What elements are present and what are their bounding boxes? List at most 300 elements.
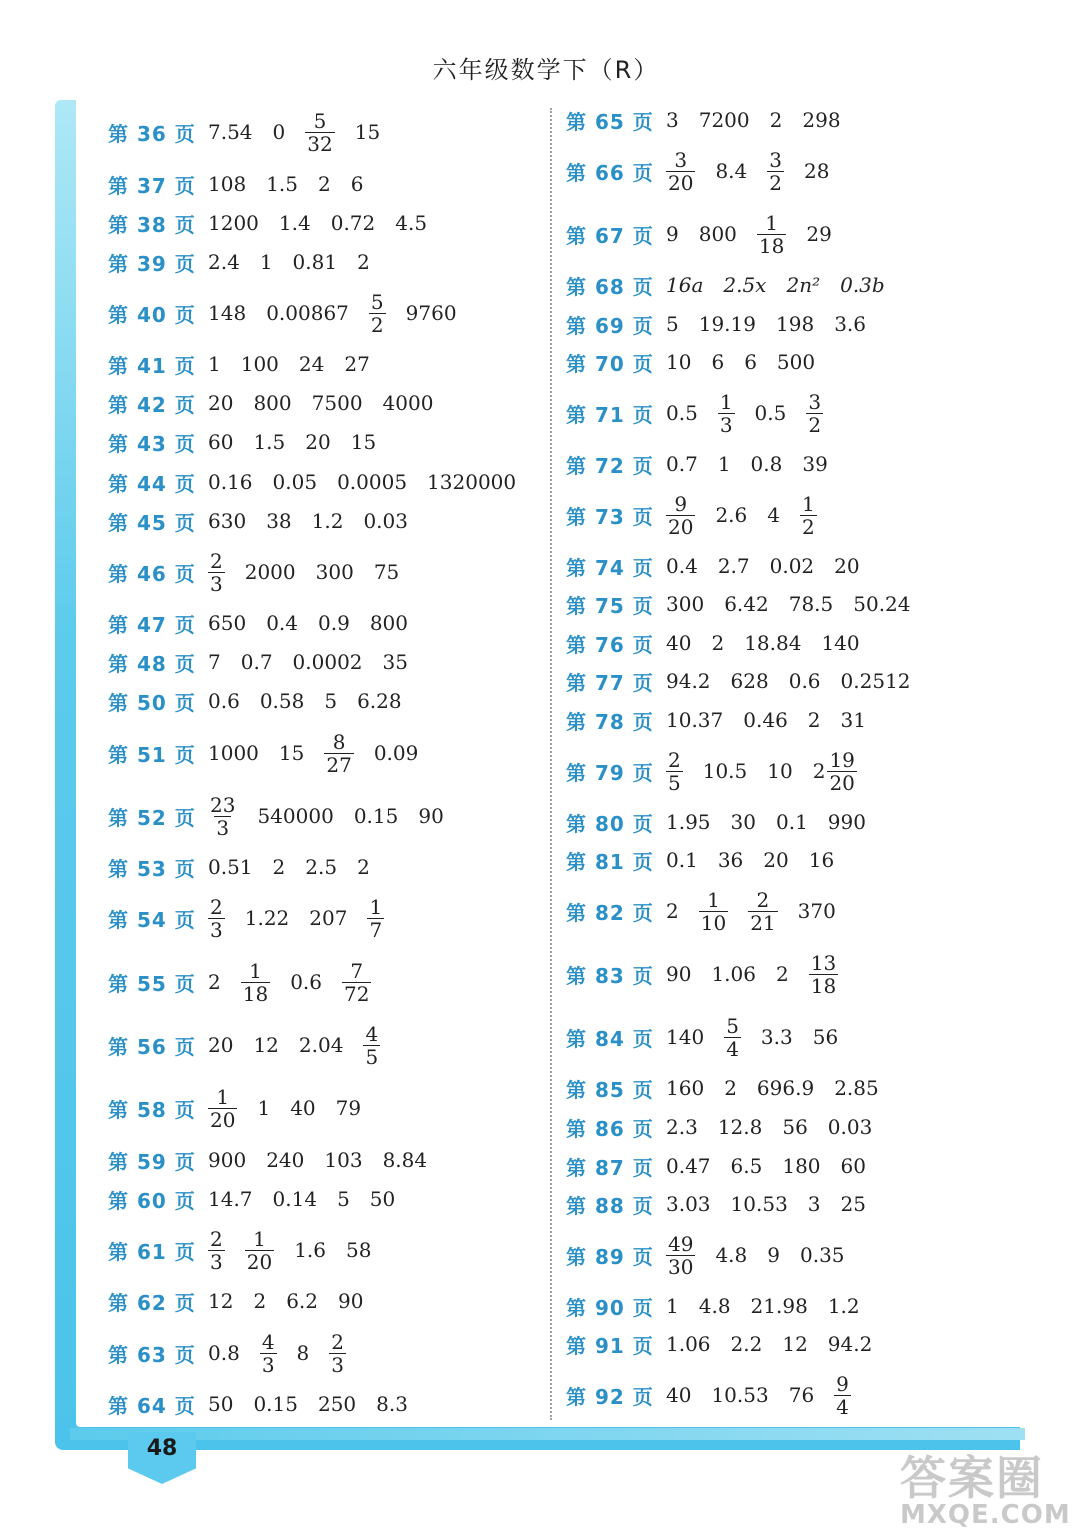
answer-value bbox=[666, 149, 695, 194]
answer-value: 1 bbox=[257, 1096, 271, 1120]
answer-value: 300 bbox=[666, 592, 705, 616]
fraction-numerator: 4 bbox=[365, 1021, 379, 1046]
answer-value: 0.02 bbox=[769, 554, 815, 578]
answer-row bbox=[108, 1021, 400, 1069]
answer-value: 0.58 bbox=[259, 689, 305, 713]
answer-value: 56 bbox=[782, 1115, 808, 1139]
answer-value: 8.4 bbox=[715, 159, 748, 183]
answer-page-label: 第 60 页 bbox=[108, 1188, 196, 1213]
fraction bbox=[208, 550, 225, 595]
answer-values bbox=[208, 110, 400, 155]
answer-value: 2 bbox=[208, 970, 221, 994]
answer-page-label: 第 74 页 bbox=[566, 555, 654, 580]
fraction-denominator: 3 bbox=[216, 815, 230, 840]
fraction-denominator: 18 bbox=[758, 233, 785, 258]
fraction-numerator: 4 bbox=[261, 1329, 275, 1354]
answer-row bbox=[566, 584, 931, 624]
answer-value bbox=[813, 749, 857, 794]
answer-row bbox=[108, 847, 390, 887]
answer-value: 5 bbox=[666, 312, 679, 336]
answer-value: 0.8 bbox=[208, 1341, 240, 1365]
answer-value bbox=[208, 1228, 225, 1273]
answer-values bbox=[208, 470, 536, 494]
answer-page-label: 第 81 页 bbox=[566, 849, 654, 874]
answer-value: 7 bbox=[208, 650, 221, 674]
answer-row bbox=[566, 950, 858, 998]
answer-value: 207 bbox=[309, 906, 348, 930]
answer-row bbox=[108, 383, 453, 423]
answer-value: 75 bbox=[373, 560, 400, 584]
answer-row bbox=[566, 1107, 892, 1147]
answer-value bbox=[809, 952, 838, 997]
answer-page-label: 第 40 页 bbox=[108, 302, 196, 327]
answer-value: 2 bbox=[357, 250, 370, 274]
answer-value: 0.5 bbox=[754, 401, 787, 425]
answer-value: 31 bbox=[840, 708, 866, 732]
fraction-numerator: 3 bbox=[808, 389, 822, 414]
answer-value: 10.37 bbox=[666, 708, 724, 732]
fraction bbox=[718, 391, 735, 436]
answer-value: 198 bbox=[776, 312, 815, 336]
answer-values bbox=[666, 1233, 865, 1278]
answer-values bbox=[666, 1015, 858, 1060]
answer-value: 0.81 bbox=[292, 250, 338, 274]
fraction-numerator: 2 bbox=[331, 1329, 345, 1354]
answer-page-label: 第 47 页 bbox=[108, 612, 196, 637]
answer-row bbox=[108, 1140, 447, 1180]
answer-page-label: 第 83 页 bbox=[566, 963, 654, 988]
fraction-numerator: 3 bbox=[674, 147, 688, 172]
fraction-denominator: 72 bbox=[344, 981, 370, 1006]
fraction bbox=[208, 1086, 237, 1131]
answer-value: 20 bbox=[763, 848, 789, 872]
answer-value: 240 bbox=[266, 1148, 305, 1172]
answer-page-label: 第 71 页 bbox=[566, 402, 654, 427]
watermark-top: 答案圈 bbox=[900, 1451, 1044, 1505]
answer-value: 29 bbox=[806, 222, 832, 246]
answer-page-label: 第 65 页 bbox=[566, 109, 654, 134]
answer-page-label: 第 89 页 bbox=[566, 1244, 654, 1269]
answer-value bbox=[208, 1086, 237, 1131]
mixed-whole-number: 2 bbox=[812, 759, 826, 783]
answer-row bbox=[566, 265, 905, 305]
answer-row bbox=[108, 462, 536, 502]
answer-row bbox=[108, 1084, 381, 1132]
fraction-numerator: 13 bbox=[810, 950, 837, 975]
answer-value: 15 bbox=[278, 741, 305, 765]
answer-values bbox=[666, 708, 886, 732]
fraction-numerator: 3 bbox=[769, 147, 782, 172]
column-divider bbox=[550, 108, 552, 1420]
answer-page-label: 第 76 页 bbox=[566, 632, 654, 657]
fraction-denominator: 2 bbox=[802, 514, 815, 539]
answer-value: 0.09 bbox=[373, 741, 419, 765]
answer-value: 800 bbox=[253, 391, 292, 415]
answer-row bbox=[566, 491, 837, 539]
answer-page-label: 第 62 页 bbox=[108, 1290, 196, 1315]
fraction-denominator: 18 bbox=[242, 981, 269, 1006]
answer-value: 12 bbox=[208, 1289, 234, 1313]
answer-value: 0.7 bbox=[666, 452, 698, 476]
answer-page-label: 第 77 页 bbox=[566, 670, 654, 695]
answer-value: 1320000 bbox=[427, 470, 517, 494]
answer-page-label: 第 44 页 bbox=[108, 471, 196, 496]
answer-values bbox=[208, 391, 453, 415]
answer-values bbox=[666, 1154, 886, 1178]
answer-values bbox=[666, 149, 849, 194]
answer-value: 2000 bbox=[244, 560, 296, 584]
answer-value: 2.2 bbox=[730, 1332, 763, 1356]
answer-value: 16 bbox=[808, 848, 835, 872]
answer-value: 7200 bbox=[698, 108, 750, 132]
answer-page-label: 第 78 页 bbox=[566, 709, 654, 734]
answer-value bbox=[369, 291, 386, 336]
answer-values bbox=[208, 1392, 428, 1416]
answer-value bbox=[748, 889, 777, 934]
answer-value: 4000 bbox=[382, 391, 434, 415]
answer-row bbox=[566, 304, 886, 344]
answer-value: 0.5 bbox=[666, 401, 698, 425]
answer-page-label: 第 79 页 bbox=[566, 760, 654, 785]
answer-value: 90 bbox=[418, 804, 444, 828]
answer-value: 2 bbox=[666, 899, 679, 923]
answer-row bbox=[108, 642, 428, 682]
answer-page-label: 第 63 页 bbox=[108, 1342, 196, 1367]
answer-value: 0 bbox=[272, 120, 286, 144]
fraction bbox=[806, 391, 823, 436]
answer-value bbox=[757, 212, 786, 257]
answer-values bbox=[666, 452, 848, 476]
answer-row bbox=[566, 840, 854, 880]
answer-value: 6 bbox=[350, 172, 364, 196]
answer-value: 40 bbox=[290, 1096, 316, 1120]
answer-values bbox=[666, 889, 856, 934]
answer-row bbox=[566, 700, 886, 740]
fraction-denominator: 3 bbox=[210, 917, 223, 942]
answer-page-label: 第 68 页 bbox=[566, 274, 654, 299]
fraction-numerator: 2 bbox=[756, 887, 770, 912]
fraction-numerator: 1 bbox=[707, 887, 720, 912]
fraction-denominator: 20 bbox=[210, 1107, 236, 1132]
answer-values bbox=[666, 1294, 880, 1318]
answer-value: 10.5 bbox=[702, 759, 748, 783]
fraction bbox=[800, 493, 817, 538]
answer-value: 1.2 bbox=[311, 509, 344, 533]
fraction bbox=[699, 889, 728, 934]
fraction bbox=[757, 212, 786, 257]
answer-value: 6.28 bbox=[357, 689, 402, 713]
answer-value: 0.15 bbox=[253, 1392, 298, 1416]
answer-value: 696.9 bbox=[756, 1076, 815, 1100]
answer-value: 56 bbox=[812, 1025, 839, 1049]
answer-value: 0.8 bbox=[750, 452, 783, 476]
fraction bbox=[245, 1228, 274, 1273]
answer-values bbox=[208, 1331, 366, 1376]
answer-value: 16a bbox=[666, 273, 704, 297]
answer-row bbox=[566, 887, 856, 935]
answer-value: 0.47 bbox=[666, 1154, 711, 1178]
answer-row bbox=[108, 681, 422, 721]
answer-values bbox=[666, 1373, 871, 1418]
fraction bbox=[208, 896, 225, 941]
answer-value bbox=[367, 896, 384, 941]
fraction bbox=[666, 749, 683, 794]
answer-values bbox=[208, 352, 390, 376]
fraction bbox=[834, 1373, 851, 1418]
answer-values bbox=[208, 550, 419, 595]
answer-value: 370 bbox=[797, 899, 836, 923]
answer-value: 540000 bbox=[257, 804, 334, 828]
answer-value: 50 bbox=[208, 1392, 234, 1416]
answer-value: 28 bbox=[804, 159, 830, 183]
answer-values bbox=[666, 554, 880, 578]
answer-values bbox=[666, 212, 852, 257]
answer-value: 140 bbox=[666, 1025, 705, 1049]
answer-values bbox=[208, 1228, 391, 1273]
fraction-denominator: 4 bbox=[726, 1036, 739, 1061]
answer-value: 14.7 bbox=[208, 1187, 253, 1211]
answer-value: 3.03 bbox=[666, 1192, 711, 1216]
answer-value: 2.5 bbox=[305, 855, 338, 879]
answer-value: 15 bbox=[354, 120, 381, 144]
answer-page-label: 第 82 页 bbox=[566, 900, 654, 925]
answer-page-label: 第 54 页 bbox=[108, 907, 196, 932]
answer-values bbox=[208, 1023, 400, 1068]
answer-value: 0.4 bbox=[266, 611, 298, 635]
answer-values bbox=[666, 669, 931, 693]
answer-value: 8.84 bbox=[382, 1148, 428, 1172]
answer-value: 1 bbox=[208, 352, 221, 376]
answer-row bbox=[108, 289, 477, 337]
answer-value: 94.2 bbox=[827, 1332, 873, 1356]
fraction-denominator: 7 bbox=[369, 917, 383, 942]
fraction-numerator: 9 bbox=[836, 1371, 849, 1396]
answer-value bbox=[260, 1331, 277, 1376]
answer-value: 0.0002 bbox=[292, 650, 363, 674]
answer-values bbox=[666, 749, 877, 794]
answer-values bbox=[666, 1332, 892, 1356]
fraction bbox=[241, 960, 270, 1005]
answer-value: 40 bbox=[666, 1383, 692, 1407]
fraction-denominator: 18 bbox=[810, 973, 837, 998]
answer-value: 2 bbox=[807, 708, 821, 732]
answer-value: 5 bbox=[337, 1187, 350, 1211]
answer-page-label: 第 37 页 bbox=[108, 173, 196, 198]
fraction-denominator: 3 bbox=[210, 1249, 223, 1274]
answer-value: 0.0005 bbox=[337, 470, 408, 494]
answer-row bbox=[108, 1281, 383, 1321]
answer-value: 7.54 bbox=[208, 120, 253, 144]
answer-value bbox=[666, 493, 695, 538]
fraction-numerator: 5 bbox=[370, 289, 384, 314]
answer-value: 2 bbox=[357, 855, 370, 879]
fraction-denominator: 5 bbox=[668, 770, 681, 795]
answer-values bbox=[208, 1187, 415, 1211]
answer-value: 90 bbox=[338, 1289, 364, 1313]
answer-value: 60 bbox=[840, 1154, 866, 1178]
answer-value: 0.7 bbox=[240, 650, 273, 674]
fraction-denominator: 27 bbox=[326, 752, 352, 777]
answer-value: 250 bbox=[317, 1392, 357, 1416]
fraction-numerator: 1 bbox=[765, 210, 779, 235]
answer-value: 300 bbox=[315, 560, 354, 584]
answer-value: 103 bbox=[324, 1148, 363, 1172]
answer-value bbox=[241, 960, 270, 1005]
fraction-numerator: 2 bbox=[210, 548, 223, 573]
answer-values bbox=[208, 611, 428, 635]
answer-row bbox=[566, 389, 843, 437]
answer-value: 60 bbox=[208, 430, 234, 454]
answer-value: 12.8 bbox=[717, 1115, 763, 1139]
answer-page-label: 第 64 页 bbox=[108, 1393, 196, 1418]
answer-value: 2.5x bbox=[723, 273, 767, 297]
answer-value: 800 bbox=[369, 611, 408, 635]
answer-value: 298 bbox=[802, 108, 841, 132]
answer-values bbox=[666, 810, 886, 834]
answer-row bbox=[566, 210, 852, 258]
answer-value: 9 bbox=[767, 1243, 780, 1267]
answer-values bbox=[666, 312, 886, 336]
fraction-denominator: 32 bbox=[307, 131, 333, 156]
answer-page-label: 第 91 页 bbox=[566, 1333, 654, 1358]
answer-value: 94.2 bbox=[666, 669, 711, 693]
fraction-denominator: 10 bbox=[700, 910, 727, 935]
answer-value: 3 bbox=[807, 1192, 821, 1216]
answer-value: 2.85 bbox=[834, 1076, 879, 1100]
fraction bbox=[724, 1015, 741, 1060]
answer-value: 20 bbox=[834, 554, 860, 578]
answer-page-label: 第 88 页 bbox=[566, 1193, 654, 1218]
answer-page-label: 第 43 页 bbox=[108, 431, 196, 456]
answer-page-label: 第 53 页 bbox=[108, 856, 196, 881]
answer-values bbox=[666, 1115, 892, 1139]
answer-row bbox=[108, 344, 390, 384]
answer-value: 630 bbox=[208, 509, 247, 533]
answer-page-label: 第 51 页 bbox=[108, 742, 196, 767]
answer-row bbox=[566, 1231, 865, 1279]
answer-value: 148 bbox=[208, 301, 247, 325]
answer-value: 1.4 bbox=[278, 211, 311, 235]
answer-value: 21.98 bbox=[750, 1294, 808, 1318]
answer-value: 4 bbox=[767, 503, 780, 527]
fraction-numerator: 1 bbox=[249, 958, 262, 983]
answer-row bbox=[566, 1324, 892, 1364]
answer-page-label: 第 61 页 bbox=[108, 1239, 196, 1264]
answer-page-label: 第 56 页 bbox=[108, 1034, 196, 1059]
answer-value: 0.00867 bbox=[266, 301, 349, 325]
answer-value: 1.6 bbox=[294, 1238, 326, 1262]
answer-values bbox=[666, 631, 880, 655]
answer-value: 2.3 bbox=[666, 1115, 698, 1139]
fraction-numerator: 7 bbox=[350, 958, 364, 983]
fraction bbox=[208, 794, 237, 839]
answer-page-label: 第 41 页 bbox=[108, 353, 196, 378]
answer-value bbox=[699, 889, 728, 934]
answer-page-label: 第 39 页 bbox=[108, 251, 196, 276]
answer-value: 76 bbox=[788, 1383, 815, 1407]
fraction-numerator: 1 bbox=[802, 491, 815, 516]
answer-value: 2 bbox=[711, 631, 725, 655]
answer-value: 6 bbox=[744, 350, 757, 374]
fraction-numerator: 19 bbox=[829, 747, 855, 772]
answer-value: 0.6 bbox=[788, 669, 821, 693]
fraction bbox=[666, 149, 695, 194]
answer-value bbox=[666, 1233, 695, 1278]
answer-value: 990 bbox=[827, 810, 866, 834]
answer-values bbox=[208, 960, 391, 1005]
fraction bbox=[767, 149, 784, 194]
answer-value: 1 bbox=[259, 250, 273, 274]
answer-value: 10.53 bbox=[711, 1383, 769, 1407]
answer-page-label: 第 70 页 bbox=[566, 351, 654, 376]
answer-value: 20 bbox=[305, 430, 331, 454]
answer-values bbox=[666, 350, 835, 374]
fraction bbox=[367, 896, 384, 941]
answer-page-label: 第 73 页 bbox=[566, 504, 654, 529]
answer-page-label: 第 75 页 bbox=[566, 593, 654, 618]
fraction bbox=[827, 749, 856, 794]
fraction-numerator: 1 bbox=[369, 894, 383, 919]
answer-page-label: 第 86 页 bbox=[566, 1116, 654, 1141]
fraction-numerator: 49 bbox=[668, 1231, 694, 1256]
answer-value: 30 bbox=[730, 810, 756, 834]
bottom-strip bbox=[70, 1428, 1025, 1440]
fraction-numerator: 5 bbox=[313, 108, 327, 133]
answer-value bbox=[718, 391, 735, 436]
answer-value bbox=[208, 550, 225, 595]
answer-page-label: 第 46 页 bbox=[108, 561, 196, 586]
answer-row bbox=[108, 1384, 428, 1424]
answer-value: 0.14 bbox=[272, 1187, 318, 1211]
answer-value: 0.72 bbox=[330, 211, 376, 235]
answer-values bbox=[666, 108, 861, 132]
answer-value: 2.04 bbox=[298, 1033, 344, 1057]
fraction-denominator: 3 bbox=[261, 1352, 275, 1377]
answer-value: 0.05 bbox=[272, 470, 318, 494]
answer-row bbox=[566, 1286, 880, 1326]
answer-value: 0.35 bbox=[800, 1243, 845, 1267]
answer-row bbox=[108, 894, 404, 942]
answer-row bbox=[566, 100, 861, 140]
answer-page-label: 第 38 页 bbox=[108, 212, 196, 237]
fraction-denominator: 3 bbox=[719, 412, 733, 437]
answer-value: 2n² bbox=[786, 273, 821, 297]
answer-value: 2 bbox=[318, 172, 331, 196]
fraction-denominator: 20 bbox=[829, 770, 855, 795]
answer-value: 0.51 bbox=[208, 855, 253, 879]
answer-value: 10 bbox=[666, 350, 692, 374]
answer-value: 0.6 bbox=[290, 970, 322, 994]
answer-row bbox=[108, 422, 396, 462]
answer-value: 4.8 bbox=[715, 1243, 748, 1267]
answer-page-label: 第 87 页 bbox=[566, 1155, 654, 1180]
answer-value: 1.06 bbox=[666, 1332, 711, 1356]
answer-value: 6.42 bbox=[724, 592, 769, 616]
answer-value: 900 bbox=[208, 1148, 247, 1172]
watermark-logo bbox=[900, 1451, 1085, 1533]
answer-value: 3 bbox=[666, 108, 679, 132]
answer-value bbox=[329, 1331, 346, 1376]
answer-value: 39 bbox=[802, 452, 828, 476]
fraction-numerator: 5 bbox=[726, 1013, 739, 1038]
answer-value: 79 bbox=[335, 1096, 362, 1120]
answer-value: 4.5 bbox=[395, 211, 428, 235]
fraction-numerator: 1 bbox=[216, 1084, 230, 1109]
answer-page-label: 第 66 页 bbox=[566, 160, 654, 185]
answer-value: 5 bbox=[324, 689, 338, 713]
answer-value: 1.5 bbox=[253, 430, 286, 454]
fraction bbox=[809, 952, 838, 997]
